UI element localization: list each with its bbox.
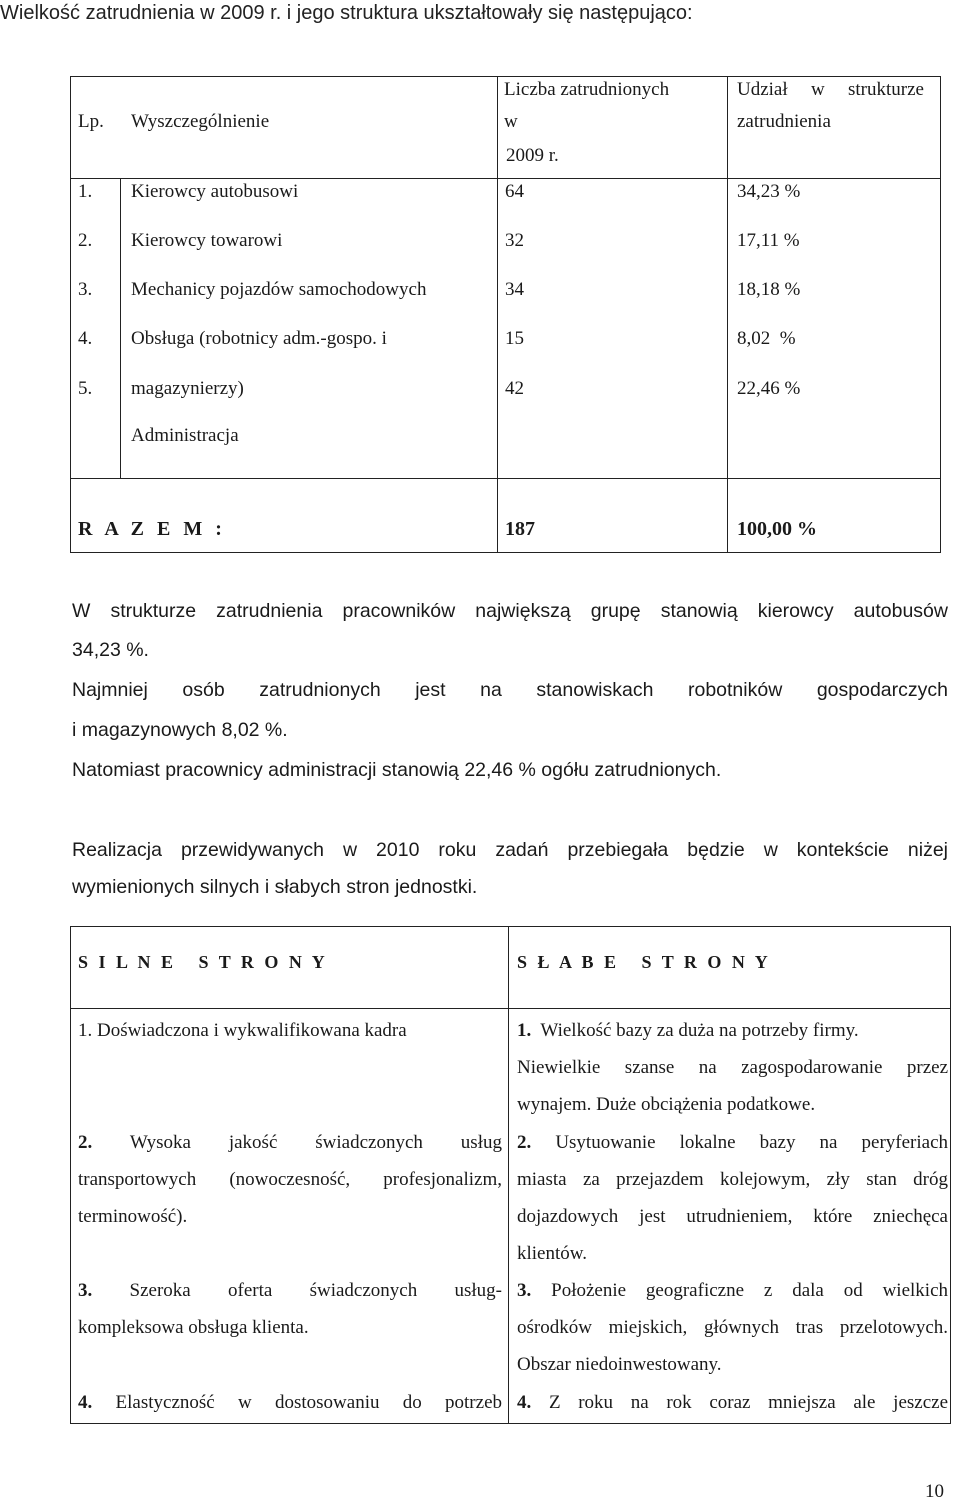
row-lp: 4.	[78, 328, 93, 349]
paragraph-line: Natomiast pracownicy administracji stanowią 22,46 % ogółu zatrudnionych.	[72, 759, 722, 781]
table-divider	[508, 926, 509, 1424]
table-divider	[727, 178, 728, 553]
row-count: 42	[505, 378, 524, 399]
strength-line: Szeroka oferta świadczonych usług-	[129, 1280, 502, 1301]
row-share: 8,02 %	[737, 328, 796, 349]
row-lp: 2.	[78, 230, 93, 251]
row-item: magazynierzy)	[131, 378, 244, 399]
weakness-number: 3.	[517, 1280, 532, 1301]
weakness-line: Usytuowanie lokalne bazy na peryferiach	[555, 1132, 949, 1153]
strength-line: terminowość).	[78, 1206, 188, 1227]
weakness-line: Położenie geograficzne z dala od wielkich	[551, 1280, 948, 1301]
strength-line: Elastyczność w dostosowaniu do potrzeb	[115, 1392, 502, 1413]
row-share: 34,23 %	[737, 181, 801, 202]
strength-number: 4.	[78, 1392, 93, 1413]
total-label: R A Z E M :	[78, 518, 226, 540]
weakness-number: 2.	[517, 1132, 532, 1153]
row-count: 15	[505, 328, 524, 349]
strength-number: 1.	[78, 1020, 93, 1041]
strength-item	[78, 1124, 502, 1235]
table-divider	[70, 478, 941, 479]
row-item: Obsługa (robotnicy adm.-gospo. i	[131, 328, 387, 349]
row-item: Kierowcy autobusowi	[131, 181, 299, 202]
header-share: Udział	[737, 79, 788, 100]
header-count: 2009 r.	[506, 145, 559, 166]
weakness-line: klientów.	[517, 1243, 588, 1264]
table-divider	[70, 1008, 951, 1009]
weaknesses-header: S Ł A B E S T R O N Y	[517, 952, 771, 972]
total-share: 100,00 %	[737, 518, 817, 540]
row-lp: 1.	[78, 181, 93, 202]
weakness-item	[517, 1012, 948, 1123]
strength-item	[78, 1012, 502, 1049]
strength-line: Wysoka jakość świadczonych usług	[129, 1132, 502, 1153]
row-share: 17,11 %	[737, 230, 800, 251]
header-share: strukturze	[848, 79, 924, 100]
table-divider	[727, 76, 728, 178]
row-lp: 3.	[78, 279, 93, 300]
page-number: 10	[925, 1481, 944, 1502]
paragraph-line: 34,23 %.	[72, 639, 149, 661]
header-lp: Lp.	[78, 111, 104, 132]
strength-line: kompleksowa obsługa klienta.	[78, 1317, 309, 1338]
header-count: w	[504, 111, 518, 132]
strength-item	[78, 1272, 502, 1346]
weakness-line: wynajem. Duże obciążenia podatkowe.	[517, 1094, 816, 1115]
paragraph-line: i magazynowych 8,02 %.	[72, 719, 288, 741]
paragraph-line: Najmniej osób zatrudnionych jest na stanowiskach robotników gospodarczych	[72, 679, 948, 701]
header-share: w	[811, 79, 825, 100]
paragraph-line: Realizacja przewidywanych w 2010 roku zadań przebiegała będzie w kontekście niżej	[72, 839, 948, 861]
strength-number: 2.	[78, 1132, 93, 1153]
row-count: 34	[505, 279, 524, 300]
weakness-item	[517, 1384, 948, 1421]
weakness-line: Niewielkie szanse na zagospodarowanie przez	[517, 1057, 948, 1078]
table-divider	[497, 76, 498, 553]
strength-item	[78, 1384, 502, 1421]
row-item: Administracja	[131, 425, 239, 446]
row-lp: 5.	[78, 378, 93, 399]
table-divider	[120, 178, 121, 478]
row-share: 22,46 %	[737, 378, 801, 399]
strength-line: transportowych (nowoczesność, profesjonalizm,	[78, 1169, 502, 1190]
weakness-number: 1.	[517, 1020, 532, 1041]
row-item: Mechanicy pojazdów samochodowych	[131, 279, 427, 300]
header-count: Liczba zatrudnionych	[504, 79, 670, 100]
weakness-line: Wielkość bazy za duża na potrzeby firmy.	[540, 1020, 859, 1041]
header-share: zatrudnienia	[737, 111, 831, 132]
paragraph-line: W strukturze zatrudnienia pracowników największą grupę stanowią kierowcy autobusów	[72, 600, 948, 622]
row-count: 32	[505, 230, 524, 251]
weakness-item	[517, 1124, 948, 1272]
paragraph-line: wymienionych silnych i słabych stron jednostki.	[72, 876, 478, 898]
intro-text: Wielkość zatrudnienia w 2009 r. i jego struktura ukształtowały się następująco:	[0, 2, 693, 24]
weakness-item	[517, 1272, 948, 1383]
weakness-line: ośrodków miejskich, głównych tras przelotowych.	[517, 1317, 948, 1338]
row-item: Kierowcy towarowi	[131, 230, 283, 251]
weakness-line: Obszar niedoinwestowany.	[517, 1354, 722, 1375]
strength-line: Doświadczona i wykwalifikowana kadra	[97, 1020, 407, 1041]
strength-number: 3.	[78, 1280, 93, 1301]
weakness-number: 4.	[517, 1392, 532, 1413]
weakness-line: Z roku na rok coraz mniejsza ale jeszcze	[548, 1392, 949, 1413]
strengths-header: S I L N E S T R O N Y	[78, 952, 328, 972]
header-item: Wyszczególnienie	[131, 111, 270, 132]
row-count: 64	[505, 181, 524, 202]
total-count: 187	[505, 518, 535, 540]
weakness-line: miasta za przejazdem kolejowym, zły stan dróg	[517, 1169, 948, 1190]
weakness-line: dojazdowych jest utrudnieniem, które zniechęca	[517, 1206, 948, 1227]
row-share: 18,18 %	[737, 279, 801, 300]
table-divider	[70, 178, 941, 179]
